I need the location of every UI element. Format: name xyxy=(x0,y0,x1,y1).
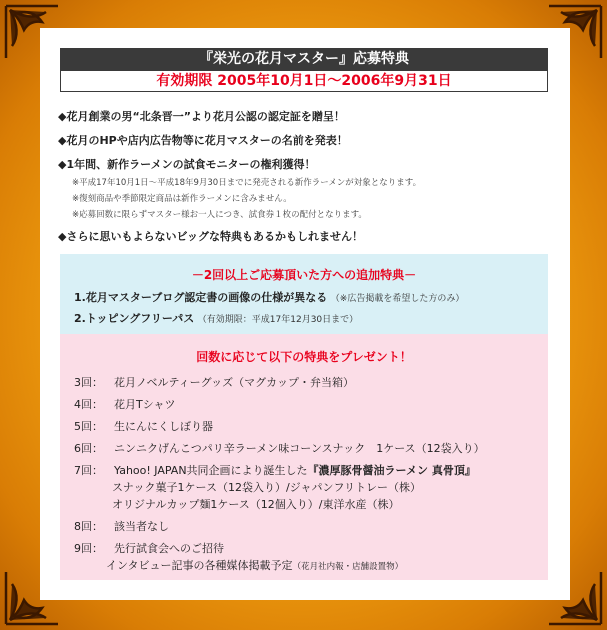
prize-text: 花月Tシャツ xyxy=(114,398,176,411)
additional-item-1-text: 1.花月マスターブログ認定書の画像の仕様が異なる xyxy=(74,291,328,304)
prize-count: 3回： xyxy=(74,376,103,389)
prize-subitem: スナック菓子1ケース（12袋入り）/ジャパンフリトレー（株） xyxy=(112,481,422,494)
prize-list-box xyxy=(60,334,548,580)
content-panel xyxy=(40,28,570,600)
prize-count: 9回： xyxy=(74,542,103,555)
prize-text: 先行試食会へのご招待 xyxy=(114,542,224,555)
additional-item-2-note: （有効期限：平成17年12月30日まで） xyxy=(197,315,359,325)
prize-subitem-text: インタビュー記事の各種媒体掲載予定 xyxy=(106,559,293,572)
prize-highlight: 『濃厚豚骨醤油ラーメン 真骨頂』 xyxy=(307,464,476,477)
additional-item-2-text: 2.トッピングフリーパス xyxy=(74,312,195,325)
prize-count: 4回： xyxy=(74,398,103,411)
benefit-bullet: ◆花月創業の男“北条晋一”より花月公認の認定証を贈呈！ xyxy=(58,110,345,123)
prize-item xyxy=(74,440,485,456)
benefit-note: ※平成17年10月1日～平成18年9月30日までに発売される新作ラーメンが対象となります。 xyxy=(72,178,422,188)
prize-subitem-note: （花月社内報・店舗設置物） xyxy=(292,562,404,572)
additional-item-1 xyxy=(74,289,464,305)
additional-benefits-heading: －2回以上ご応募頂いた方への追加特典－ xyxy=(191,268,417,282)
prize-item xyxy=(74,418,213,434)
prize-subitem xyxy=(106,557,403,573)
benefit-bullet: ◆花月のHPや店内広告物等に花月マスターの名前を発表！ xyxy=(58,134,348,147)
prize-subitem: オリジナルカップ麺1ケース（12個入り）/東洋水産（株） xyxy=(112,498,400,511)
prize-count: 7回： xyxy=(74,464,103,477)
prize-count: 6回： xyxy=(74,442,103,455)
prize-text: 生にんにくしぼり器 xyxy=(114,420,213,433)
benefit-note: ※復刻商品や季節限定商品は新作ラーメンに含みません。 xyxy=(72,194,292,204)
benefit-bullet: ◆1年間、新作ラーメンの試食モニターの権利獲得！ xyxy=(58,158,316,171)
prize-item xyxy=(74,396,176,412)
prize-count: 8回： xyxy=(74,520,103,533)
prize-heading: 回数に応じて以下の特典をプレゼント！ xyxy=(196,350,412,364)
page-title: 『栄光の花月マスター』応募特典 xyxy=(60,48,548,70)
prize-item xyxy=(74,518,169,534)
benefit-bullet: ◆さらに思いもよらないビッグな特典もあるかもしれません！ xyxy=(58,230,364,243)
additional-benefits-box xyxy=(60,254,548,334)
additional-item-1-note: （※広告掲載を希望した方のみ） xyxy=(330,294,465,304)
prize-text: 花月ノベルティーグッズ（マグカップ・弁当箱） xyxy=(114,376,355,389)
prize-item xyxy=(74,540,224,556)
prize-item xyxy=(74,374,354,390)
prize-text: 該当者なし xyxy=(114,520,169,533)
benefit-note: ※応募回数に限らずマスター様お一人につき、試食券１枚の配付となります。 xyxy=(72,210,367,220)
prize-text: Yahoo! JAPAN共同企画により誕生した xyxy=(114,464,308,477)
prize-item xyxy=(74,462,476,478)
validity-period: 有効期限 2005年10月1日～2006年9月31日 xyxy=(60,70,548,92)
prize-count: 5回： xyxy=(74,420,103,433)
additional-item-2 xyxy=(74,310,358,326)
prize-text: ニンニクげんこつパリ辛ラーメン味コーンスナック 1ケース（12袋入り） xyxy=(114,442,485,455)
